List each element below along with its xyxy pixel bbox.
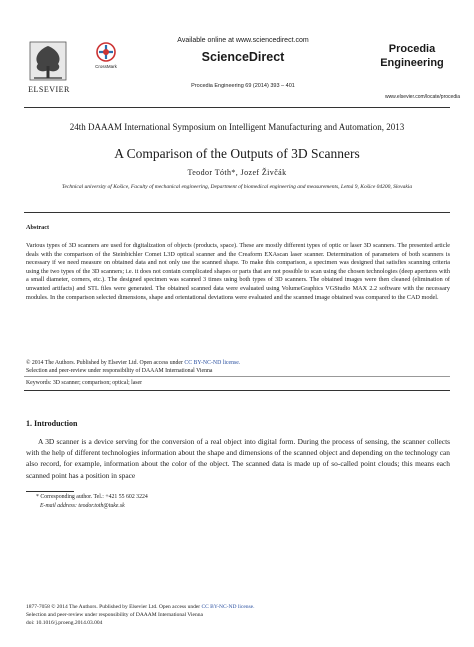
author-affiliation: Technical university of Košice, Faculty of mechanical engineering, Department of biomedical engineering and measurements, Letná 9, Košice 04200, Slovakia (61, 184, 413, 190)
abstract-copyright-block (26, 359, 450, 375)
keywords-divider (24, 376, 450, 377)
journal-url[interactable]: www.elsevier.com/locate/procedia (384, 94, 460, 100)
footer-license-link[interactable]: CC BY-NC-ND license. (201, 604, 255, 610)
introduction-paragraph: A 3D scanner is a device serving for the conversion of a real object into digital form. During the process of sensing, the scanner collects with the help of different technologies information about the shape and dimensions of the scanned object and depending on the technology can also record, for example, information about the color of the object. The scanned data is made up of so-called point clouds; this means each scanned point has a position in space (26, 437, 450, 480)
footer-issn: 1877-7058 © 2014 The Authors. Published by Elsevier Ltd. Open access under (26, 604, 202, 610)
available-online-text: Available online at www.sciencedirect.com (177, 37, 309, 44)
sciencedirect-wordmark: ScienceDirect (201, 50, 285, 64)
footer-peer-review: Selection and peer-review under responsibility of DAAAM International Vienna (26, 612, 203, 618)
peer-review-text: Selection and peer-review under responsibility of DAAAM International Vienna (26, 368, 213, 374)
crossmark-icon[interactable] (96, 42, 116, 62)
crossmark-label: CrossMark (95, 64, 117, 69)
keywords: Keywords: 3D scanner; comparison; optical; laser (26, 380, 143, 386)
header-divider (24, 107, 450, 108)
abstract-body: Various types of 3D scanners are used for digitalization of objects (products, space). These are mostly different types of optic or laser 3D scanners. The presented article deals with the comparison of the Steinbichler Comet L3D optical scanner and the Creaform EXAscan laser scanner. Determination of parameters of both scanners is necessary if we need measure on obtained data and not only use the scanned shape. To make this comparison, a specimen was designed that satisfies scanning criteria using the two types of the 3D scanners; i.e. it does not contain complicated shapes or parts that are not possible to scan using the chosen technologies (deep apertures with a small diameter, corners, etc.). The designed specimen was scanned 3 times using both types of 3D scanners. The obtained images were then cleaned (elimination of unwanted artifacts) and STL files were generated. The obtained scanned data were evaluated using VolumeGraphics VGStudio MAX 2.2 software with the necessary modules. In the comparison selected dimensions, shape and orientational deviations were evaluated and the scanned image obtained was compared to the CAD model. (26, 242, 450, 301)
procedia-logo-line2: Engineering (380, 57, 444, 69)
journal-reference: Procedia Engineering 69 (2014) 393 – 401 (191, 83, 295, 89)
publisher-name: ELSEVIER (28, 85, 70, 94)
author-email: E-mail address: teodor.toth@tuke.sk (40, 503, 125, 509)
corresponding-author: * Corresponding author. Tel.: +421 55 602 3224 (36, 494, 148, 500)
footer-doi[interactable]: doi: 10.1016/j.proeng.2014.03.004 (26, 620, 103, 626)
procedia-engineering-logo (372, 42, 452, 70)
abstract-heading: Abstract (26, 224, 50, 231)
introduction-body (26, 436, 450, 481)
elsevier-tree-logo (28, 40, 68, 82)
license-link[interactable]: CC BY-NC-ND license. (184, 360, 241, 366)
title-divider (24, 212, 450, 213)
section-heading-introduction: 1. Introduction (26, 419, 78, 428)
footnote-divider (26, 491, 74, 492)
page-footer (26, 603, 450, 627)
symposium-name: 24th DAAAM International Symposium on Intelligent Manufacturing and Automation, 2013 (69, 122, 405, 132)
procedia-logo-line1: Procedia (388, 43, 436, 55)
paper-authors: Teodor Tóth*, Jozef Živčák (187, 168, 287, 177)
abstract-end-divider (24, 390, 450, 391)
copyright-text: © 2014 The Authors. Published by Elsevier Ltd. Open access under (26, 360, 185, 366)
paper-title: A Comparison of the Outputs of 3D Scanners (114, 146, 360, 161)
